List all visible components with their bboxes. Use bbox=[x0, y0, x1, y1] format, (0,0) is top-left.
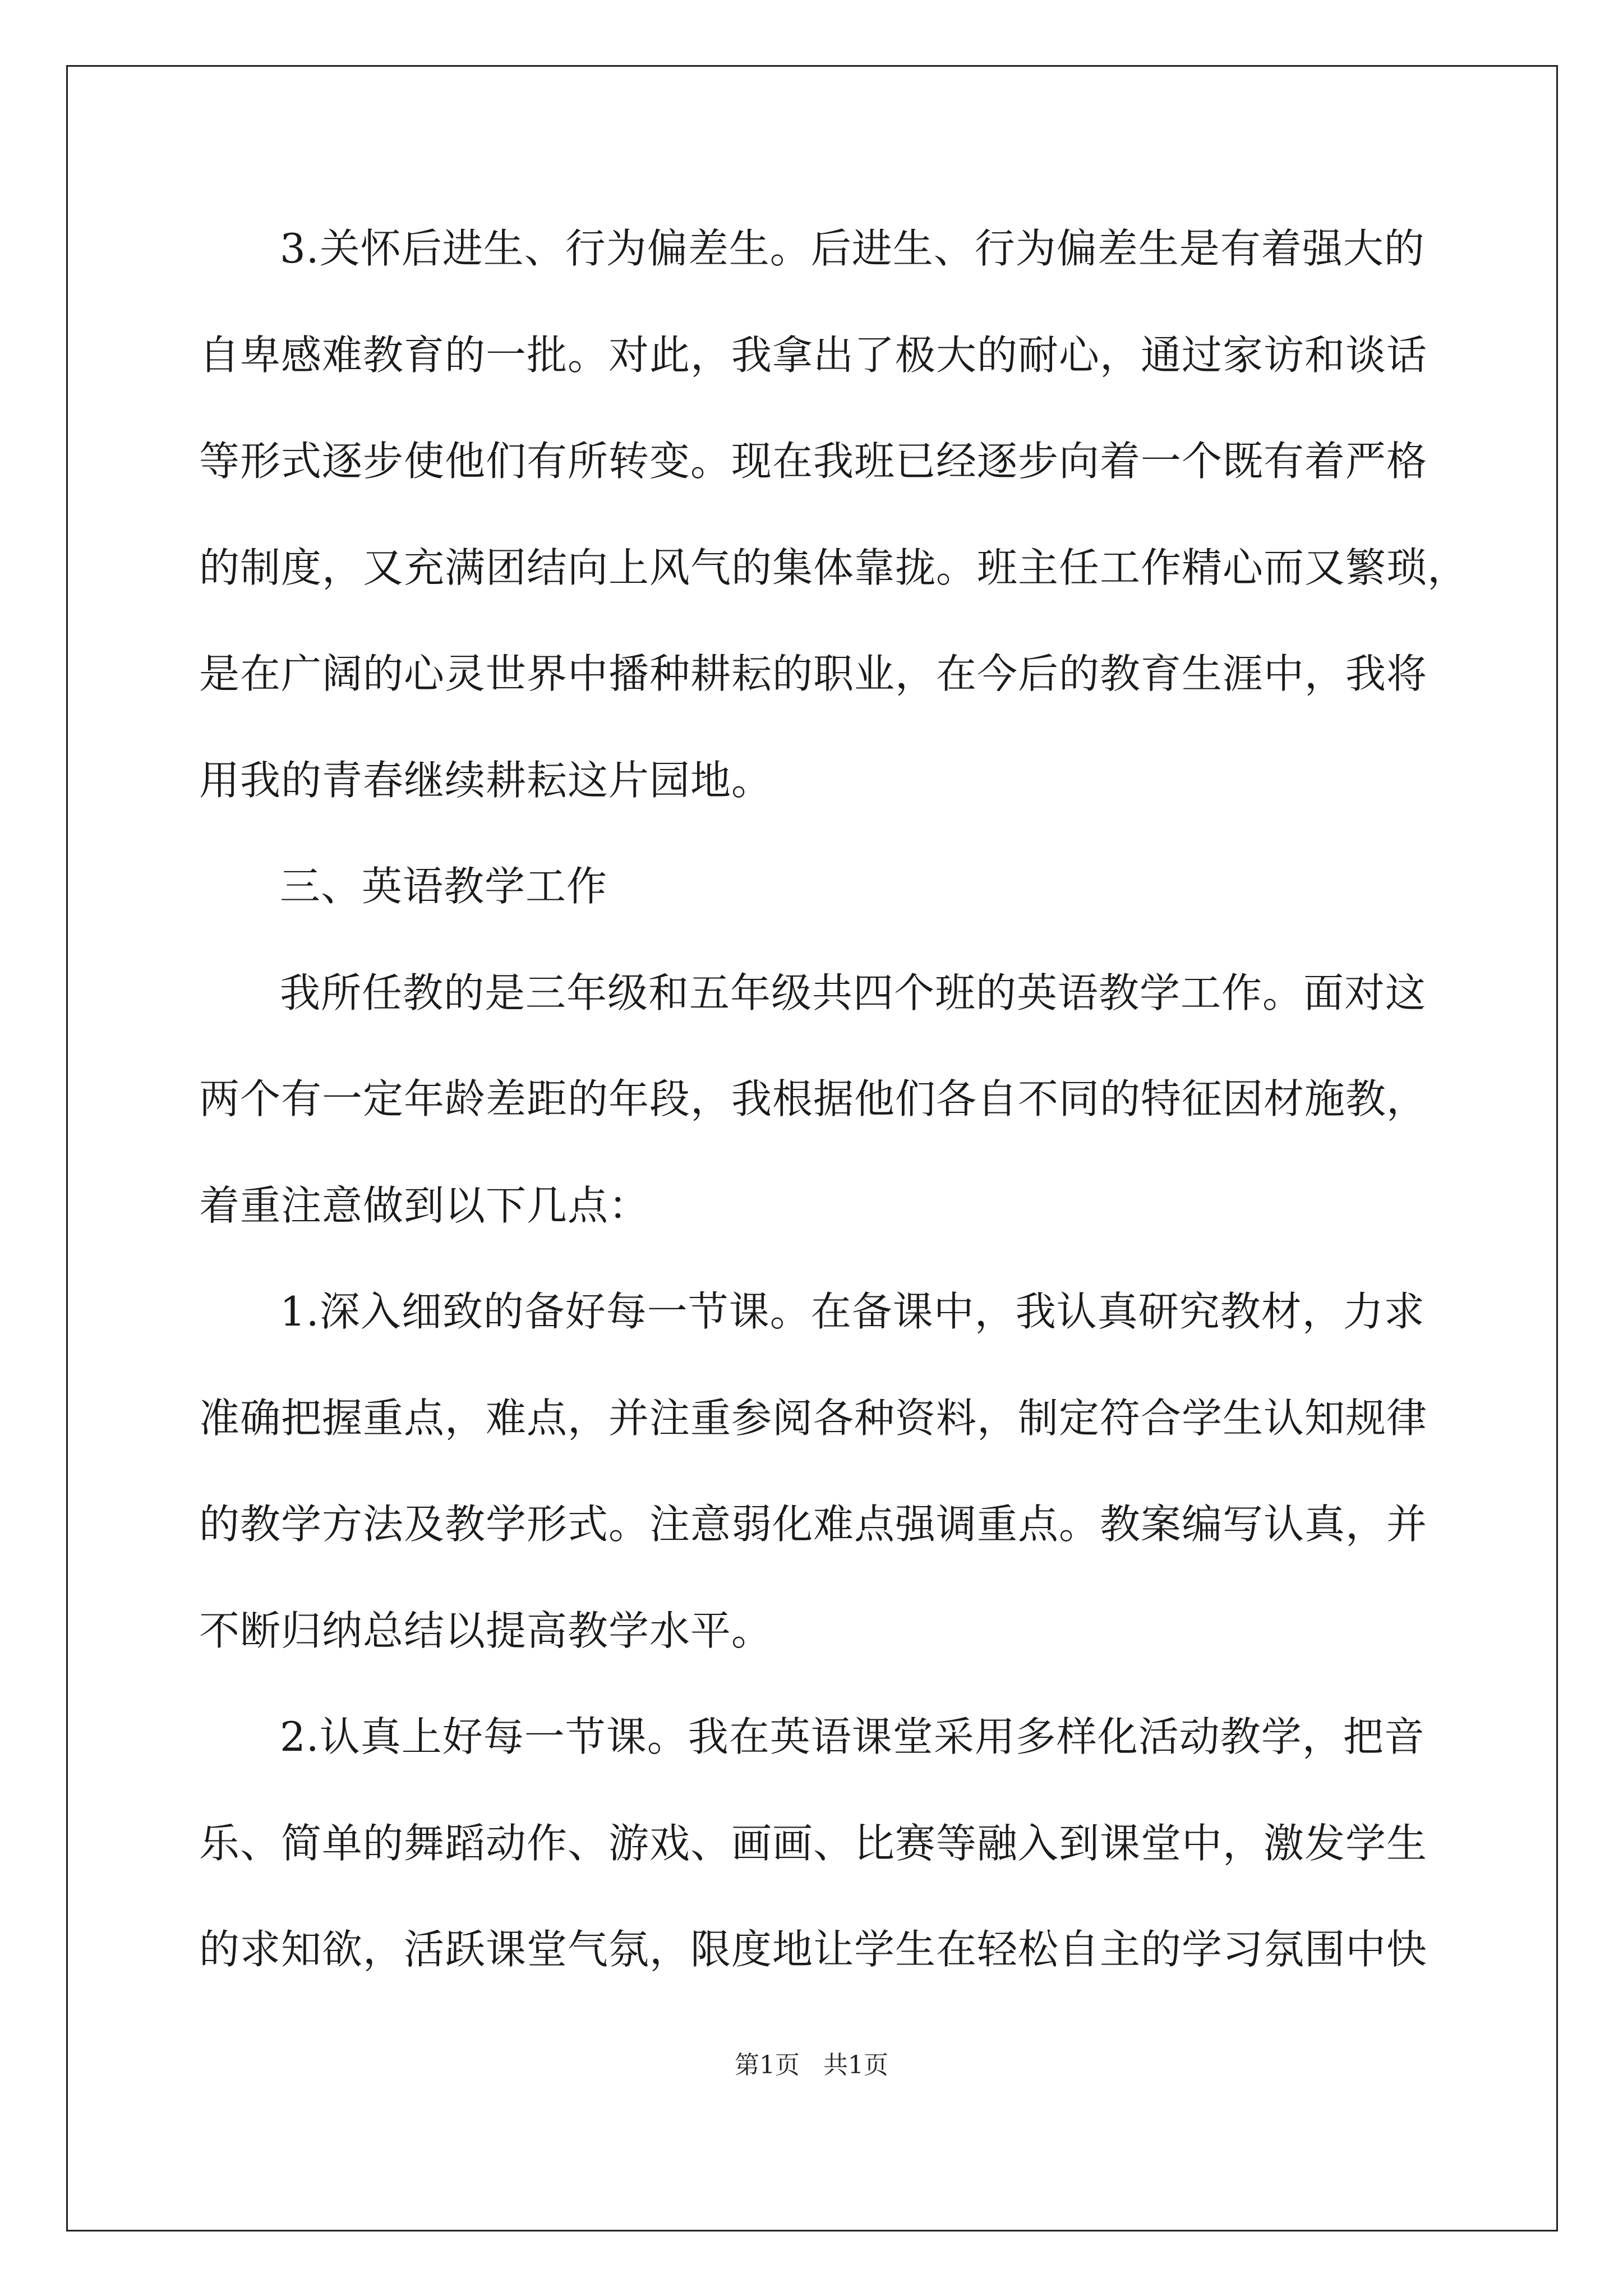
paragraph-line: 2.认真上好每一节课。我在英语课堂采用多样化活动教学，把音 bbox=[280, 1713, 1425, 1760]
paragraph-line: 我所任教的是三年级和五年级共四个班的英语教学工作。面对这 bbox=[280, 969, 1427, 1016]
document-body bbox=[199, 218, 1469, 2025]
paragraph-line: 的求知欲，活跃课堂气氛，限度地让学生在轻松自主的学习氛围中快 bbox=[199, 1926, 1428, 1973]
paragraph-line: 3.关怀后进生、行为偏差生。后进生、行为偏差生是有着强大的 bbox=[280, 225, 1425, 272]
paragraph-line: 着重注意做到以下几点： bbox=[199, 1181, 650, 1229]
paragraph-line: 的制度，又充满团结向上风气的集体靠拢。班主任工作精心而又繁琐， bbox=[199, 544, 1469, 591]
paragraph-line: 是在广阔的心灵世界中播种耕耘的职业，在今后的教育生涯中，我将 bbox=[199, 650, 1428, 697]
page-total: 共1页 bbox=[823, 2051, 888, 2079]
page-footer bbox=[0, 2049, 1623, 2082]
paragraph-line: 两个有一定年龄差距的年段，我根据他们各自不同的特征因材施教， bbox=[199, 1075, 1428, 1122]
paragraph-line: 等形式逐步使他们有所转变。现在我班已经逐步向着一个既有着严格 bbox=[199, 438, 1428, 485]
page-number: 第1页 bbox=[735, 2051, 800, 2079]
paragraph-line: 准确把握重点，难点，并注重参阅各种资料，制定符合学生认知规律 bbox=[199, 1394, 1428, 1442]
section-heading: 三、英语教学工作 bbox=[280, 863, 608, 910]
paragraph-line: 用我的青春继续耕耘这片园地。 bbox=[199, 756, 773, 804]
paragraph-line: 的教学方法及教学形式。注意弱化难点强调重点。教案编写认真，并 bbox=[199, 1501, 1428, 1548]
paragraph-line: 不断归纳总结以提高教学水平。 bbox=[199, 1607, 773, 1654]
paragraph-line: 乐、简单的舞蹈动作、游戏、画画、比赛等融入到课堂中，激发学生 bbox=[199, 1819, 1428, 1867]
paragraph-line: 1.深入细致的备好每一节课。在备课中，我认真研究教材，力求 bbox=[280, 1288, 1425, 1335]
paragraph-line: 自卑感难教育的一批。对此，我拿出了极大的耐心，通过家访和谈话 bbox=[199, 331, 1428, 379]
